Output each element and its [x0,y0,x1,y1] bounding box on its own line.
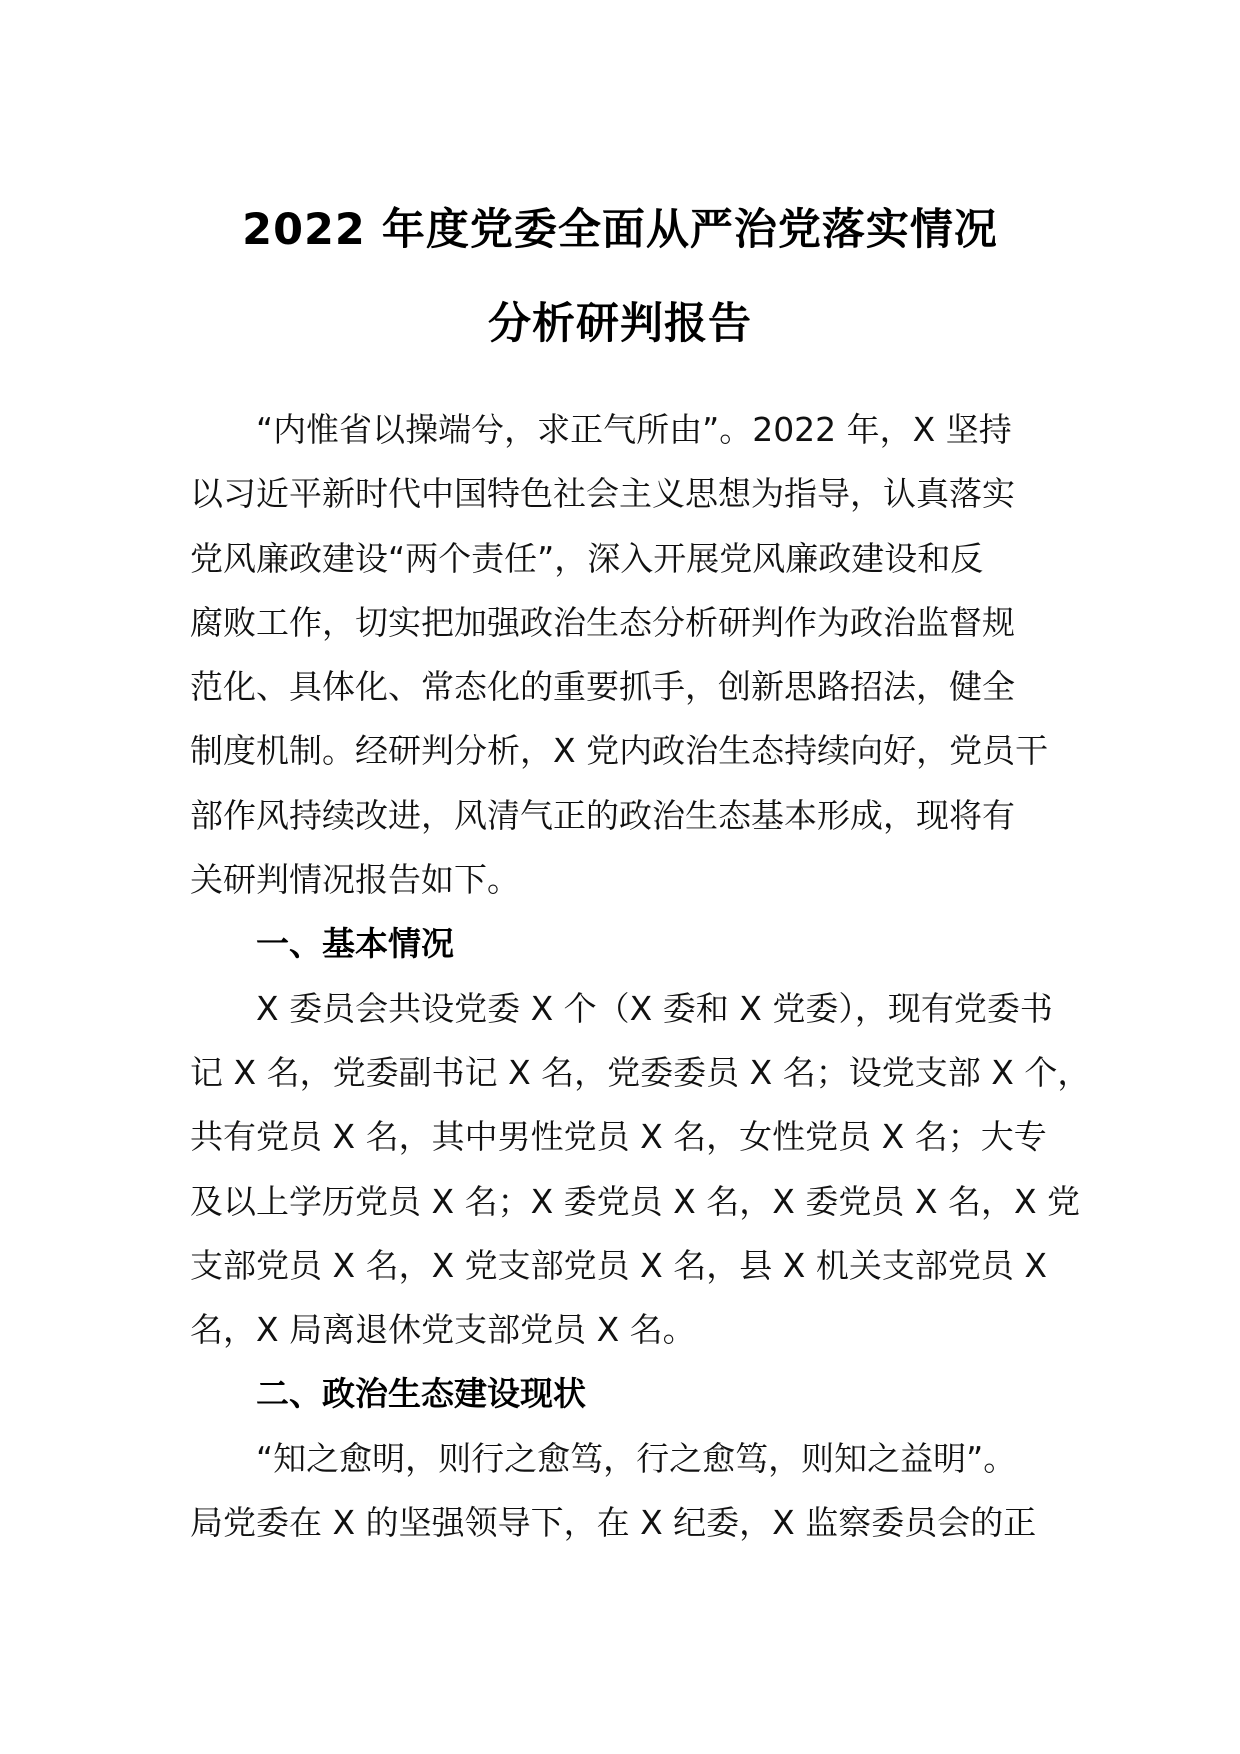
text-line: 支部党员 X 名，X 党支部党员 X 名，县 X 机关支部党员 X [190,1245,1047,1285]
text-line: 局党委在 X 的坚强领导下，在 X 纪委，X 监察委员会的正 [190,1503,1037,1543]
text-line: 记 X 名，党委副书记 X 名，党委委员 X 名；设党支部 X 个， [190,1052,1091,1092]
text-line: 制度机制。经研判分析，X 党内政治生态持续向好，党员干 [190,731,1049,771]
text-line: “知之愈明，则行之愈笃，行之愈笃，则知之益明”。 [256,1438,1017,1478]
text-line: 及以上学历党员 X 名；X 委党员 X 名，X 委党员 X 名，X 党 [190,1181,1081,1221]
document-title-line-1: 2022 年度党委全面从严治党落实情况 [242,205,998,255]
text-line: 部作风持续改进，风清气正的政治生态基本形成，现将有 [190,795,1015,835]
text-line: 名，X 局离退休党支部党员 X 名。 [190,1310,696,1350]
section-heading-basic: 一、基本情况 [256,924,454,964]
text-line: 腐败工作，切实把加强政治生态分析研判作为政治监督规 [190,602,1015,642]
text-line: 范化、具体化、常态化的重要抓手，创新思路招法，健全 [190,667,1015,707]
text-line: X 委员会共设党委 X 个（X 委和 X 党委），现有党委书 [256,988,1053,1028]
text-line: 以习近平新时代中国特色社会主义思想为指导，认真落实 [190,474,1015,514]
text-line: 党风廉政建设“两个责任”，深入开展党风廉政建设和反 [190,538,984,578]
text-line: “内惟省以操端兮，求正气所由”。2022 年，X 坚持 [256,410,1012,449]
document-title-line-2: 分析研判报告 [488,299,752,349]
section-heading-ecology: 二、政治生态建设现状 [256,1374,586,1414]
text-line: 关研判情况报告如下。 [190,860,520,900]
document-body [190,398,1091,1555]
text-line: 共有党员 X 名，其中男性党员 X 名，女性党员 X 名；大专 [190,1117,1047,1157]
